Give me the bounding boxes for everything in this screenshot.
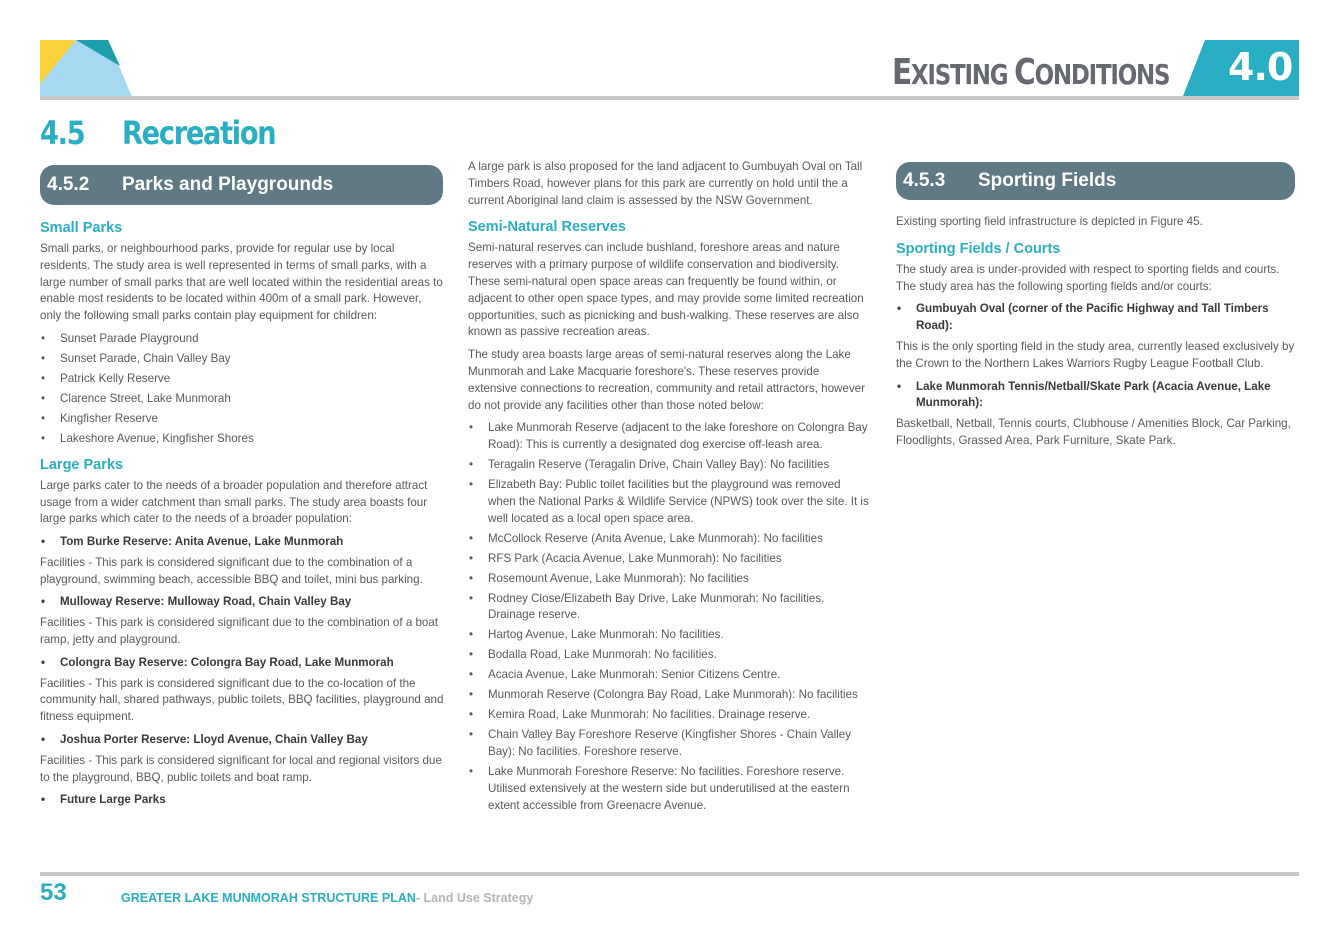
column-parks	[40, 219, 444, 815]
list-item: • McCollock Reserve (Anita Avenue, Lake Munmorah): No facilities	[468, 531, 870, 548]
semi-natural-heading: Semi-Natural Reserves	[468, 219, 626, 236]
semi-natural-para2: The study area boasts large areas of semi-natural reserves along the Lake Munmorah and Lake Macquarie foreshore's. These reserves provide extensive connections to recreation, community and retail attractors, however do not provide any facilities other than those noted below:	[468, 348, 865, 412]
small-parks-list	[40, 331, 444, 448]
large-park-name: • Mulloway Reserve: Mulloway Road, Chain Valley Bay	[40, 594, 444, 611]
footer-document-title	[121, 891, 533, 905]
list-item: • Bodalla Road, Lake Munmorah: No facilities.	[468, 647, 870, 664]
subsection-title: Sporting Fields	[978, 170, 1117, 191]
column-sporting	[896, 214, 1300, 456]
sporting-field-desc: This is the only sporting field in the study area, currently leased exclusively by the Crown to the Northern Lakes Warriors Rugby League Football Club.	[896, 339, 1295, 370]
subsection-number: 4.5.3	[903, 170, 946, 191]
footer-title: GREATER LAKE MUNMORAH STRUCTURE PLAN	[121, 891, 416, 905]
brand-logo	[40, 40, 132, 97]
list-item: • Munmorah Reserve (Colongra Bay Road, Lake Munmorah): No facilities	[468, 687, 870, 704]
list-item: • Hartog Avenue, Lake Munmorah: No facilities.	[468, 627, 870, 644]
sporting-field-name: • Gumbuyah Oval (corner of the Pacific Highway and Tall Timbers Road):	[896, 301, 1300, 335]
subsection-heading-parks	[40, 165, 443, 205]
column-semi-natural	[468, 159, 870, 821]
large-parks-intro: Large parks cater to the needs of a broader population and therefore attract usage from a wider catchment than small parks. The study area boasts four large parks which cater to the needs of a broader population:	[40, 478, 428, 526]
list-item: • Clarence Street, Lake Munmorah	[40, 391, 444, 408]
footer-subtitle: - Land Use Strategy	[415, 891, 534, 905]
proposed-park-note: A large park is also proposed for the land adjacent to Gumbuyah Oval on Tall Timbers Road, however plans for this park are currently on hold until the a current Aboriginal land claim is assessed by the NSW Government.	[468, 160, 863, 207]
list-item: • Rosemount Avenue, Lake Munmorah): No facilities	[468, 571, 870, 588]
list-item: • Patrick Kelly Reserve	[40, 371, 444, 388]
list-item: • Teragalin Reserve (Teragalin Drive, Chain Valley Bay): No facilities	[468, 457, 870, 474]
subsection-heading-sporting	[896, 162, 1295, 200]
large-park-name: • Tom Burke Reserve: Anita Avenue, Lake Munmorah	[40, 534, 444, 551]
large-parks-heading: Large Parks	[40, 456, 124, 473]
sporting-intro: Existing sporting field infrastructure is depicted in Figure 45.	[896, 215, 1203, 228]
chapter-number: 4.0	[1228, 45, 1293, 89]
list-item: • Sunset Parade Playground	[40, 331, 444, 348]
list-item: • Rodney Close/Elizabeth Bay Drive, Lake Munmorah: No facilities. Drainage reserve.	[468, 591, 870, 625]
subsection-number: 4.5.2	[47, 174, 90, 195]
header-divider	[40, 96, 1299, 100]
large-park-name: • Colongra Bay Reserve: Colongra Bay Road, Lake Munmorah	[40, 655, 444, 672]
list-item: • Lake Munmorah Reserve (adjacent to the lake foreshore on Colongra Bay Road): This is currently a designated dog exercise off-leash area.	[468, 420, 870, 454]
list-item: • Elizabeth Bay: Public toilet facilities but the playground was removed when the National Parks & Wildlife Service (NPWS) took over the site. It is well located as a local open space area.	[468, 477, 870, 527]
large-park-name: • Future Large Parks	[40, 792, 444, 809]
semi-natural-list	[468, 420, 870, 814]
sporting-heading: Sporting Fields / Courts	[896, 240, 1061, 257]
large-park-name: • Joshua Porter Reserve: Lloyd Avenue, Chain Valley Bay	[40, 732, 444, 749]
footer-divider	[40, 872, 1299, 876]
large-park-desc: Facilities - This park is considered significant due to the combination of a boat ramp, jetty and playground.	[40, 616, 439, 647]
subsection-title: Parks and Playgrounds	[122, 174, 334, 195]
list-item: • Acacia Avenue, Lake Munmorah: Senior Citizens Centre.	[468, 667, 870, 684]
chapter-title: EXISTING CONDITIONS	[892, 52, 1170, 93]
list-item: • RFS Park (Acacia Avenue, Lake Munmorah): No facilities	[468, 551, 870, 568]
large-park-desc: Facilities - This park is considered significant for local and regional visitors due to the playground, BBQ, public toilets and boat ramp.	[40, 753, 442, 784]
page-number: 53	[40, 879, 67, 906]
small-parks-intro: Small parks, or neighbourhood parks, provide for regular use by local residents. The study area is well represented in terms of small parks, with a large number of small parks that are well located within the residential areas to enable most residents to be located within 400m of a small park. However, only the following small parks contain play equipment for children:	[40, 242, 443, 323]
sporting-field-desc: Basketball, Netball, Tennis courts, Clubhouse / Amenities Block, Car Parking, Floodlights, Grassed Area, Park Furniture, Skate Park.	[896, 417, 1291, 447]
semi-natural-para1: Semi-natural reserves can include bushland, foreshore areas and nature reserves with a primary purpose of wildlife conservation and biodiversity. These semi-natural open space areas can frequently be found within, or adjacent to other open space types, and may provide some limited recreation opportunities, such as picnicking and bush-walking. These reserves are also known as passive recreation areas.	[468, 241, 864, 339]
sporting-para1: The study area is under-provided with respect to sporting fields and courts. The study area has the following sporting fields and/or courts:	[896, 262, 1280, 293]
list-item: • Lake Munmorah Foreshore Reserve: No facilities. Foreshore reserve. Utilised extensively at the western side but underutilised at the eastern extent accessible from Greenacre Avenue.	[468, 764, 870, 814]
sporting-field-name: • Lake Munmorah Tennis/Netball/Skate Park (Acacia Avenue, Lake Munmorah):	[896, 379, 1300, 413]
large-park-desc: Facilities - This park is considered significant due to the co-location of the community hall, shared pathways, public toilets, BBQ facilities, playground and fitness equipment.	[40, 676, 444, 724]
list-item: • Kingfisher Reserve	[40, 411, 444, 428]
list-item: • Lakeshore Avenue, Kingfisher Shores	[40, 431, 444, 448]
large-park-desc: Facilities - This park is considered significant due to the combination of a playground, swimming beach, accessible BBQ and toilet, mini bus parking.	[40, 555, 423, 586]
list-item: • Chain Valley Bay Foreshore Reserve (Kingfisher Shores - Chain Valley Bay): No facilities. Foreshore reserve.	[468, 727, 870, 761]
list-item: • Kemira Road, Lake Munmorah: No facilities. Drainage reserve.	[468, 707, 870, 724]
list-item: • Sunset Parade, Chain Valley Bay	[40, 351, 444, 368]
section-number: 4.5	[40, 114, 85, 152]
small-parks-heading: Small Parks	[40, 220, 123, 236]
section-title: Recreation	[122, 114, 276, 152]
